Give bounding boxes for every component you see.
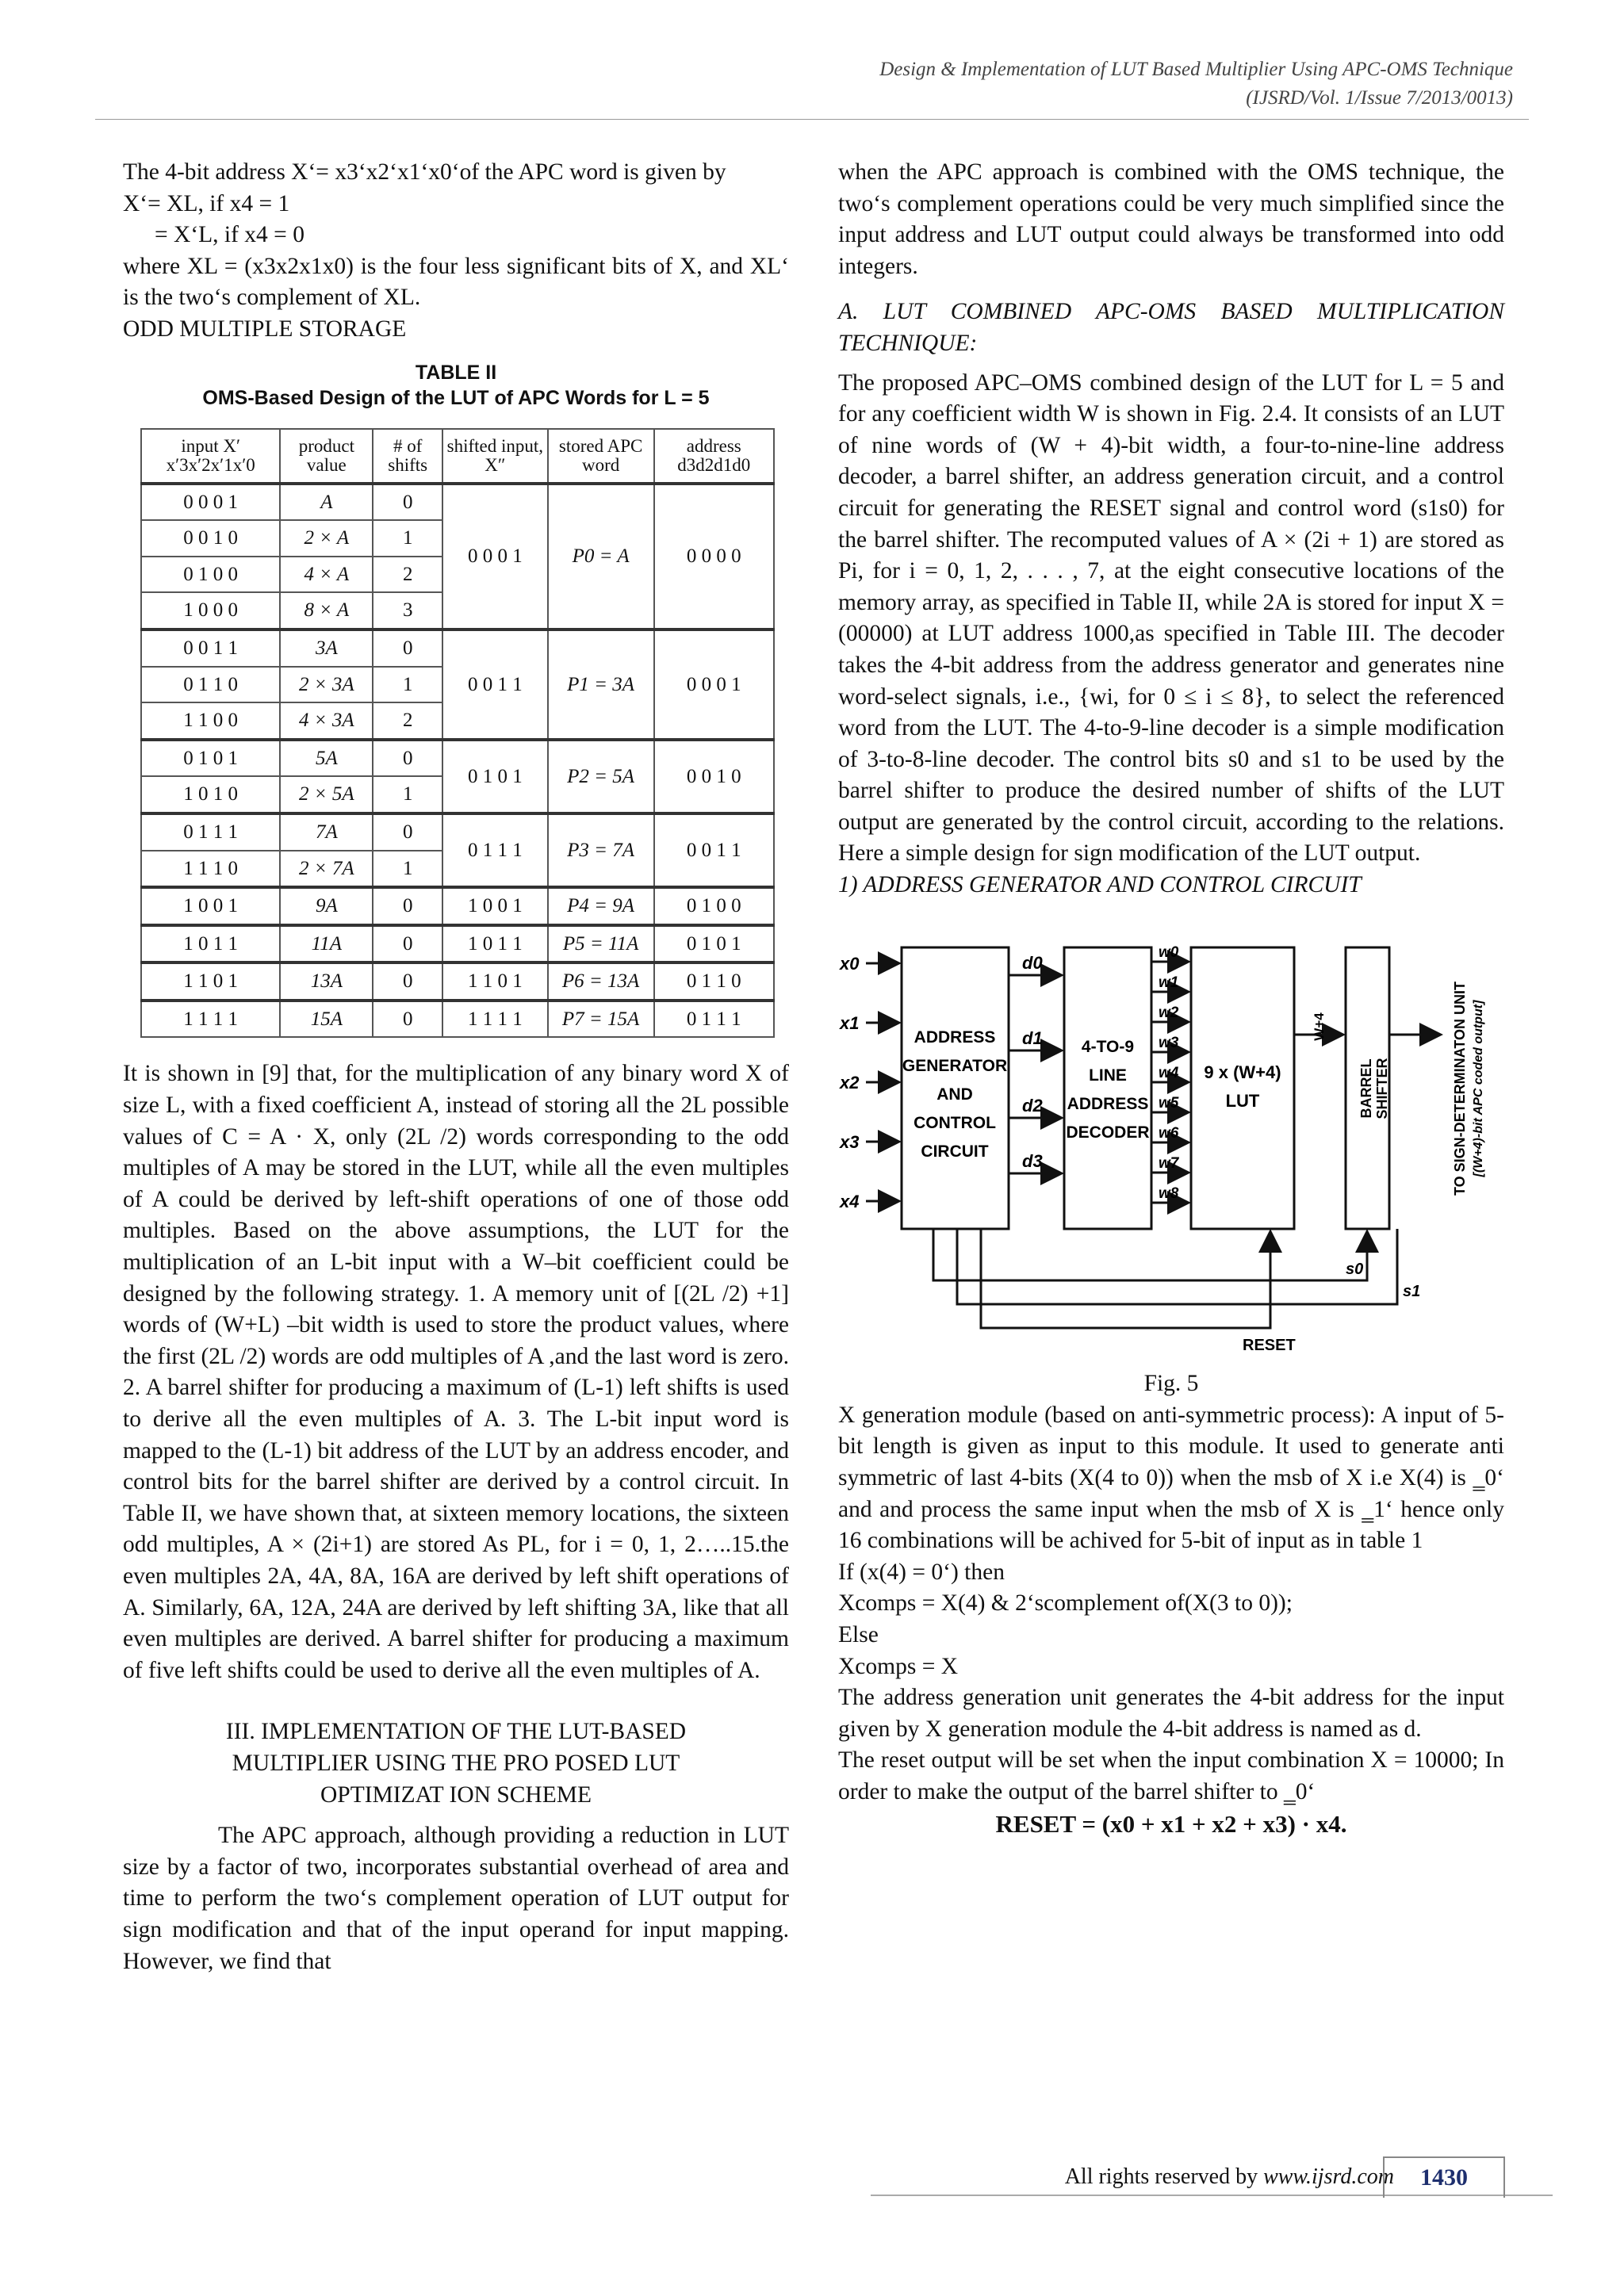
table-row bbox=[141, 813, 774, 851]
code-line-1: If (x(4) = 0‘) then bbox=[838, 1559, 1005, 1585]
th-input: input X′ x′3x′2x′1x′0 bbox=[141, 429, 280, 484]
cell-input: 0 1 1 1 bbox=[141, 813, 280, 851]
left-heading-oms: ODD MULTIPLE STORAGE bbox=[123, 316, 407, 342]
left-para-7: The APC approach, although providing a reduction in LUT size by a factor of two, incorporates substantial overhead of area and time to perform the two‘s complement operation of LUT output for sign modification and that of the input operand for input mapping. However, we find that bbox=[123, 1823, 789, 1974]
word-label: w5 bbox=[1159, 1094, 1179, 1112]
addr-gen-label bbox=[902, 1028, 1007, 1161]
input-label: x1 bbox=[840, 1012, 860, 1033]
cell-shifted: 0 0 0 1 bbox=[442, 484, 548, 629]
block-label-line: 9 x (W+4) bbox=[1204, 1062, 1281, 1082]
subsection-title: A. LUT COMBINED APC-OMS BASED MULTIPLICATION TECHNIQUE: bbox=[838, 299, 1504, 356]
cell-word: P4 = 9A bbox=[548, 887, 654, 925]
cell-word: P2 = 5A bbox=[548, 740, 654, 813]
th-address: address d3d2d1d0 bbox=[654, 429, 774, 484]
reset-line bbox=[981, 1229, 1270, 1328]
cell-input: 1 1 0 0 bbox=[141, 702, 280, 740]
cell-product: 8 × A bbox=[280, 592, 373, 629]
block-label-line: GENERATOR bbox=[902, 1056, 1008, 1075]
cell-product: 4 × A bbox=[280, 557, 373, 593]
cell-input: 1 0 0 1 bbox=[141, 887, 280, 925]
cell-shifts: 1 bbox=[373, 851, 442, 888]
table-row bbox=[141, 740, 774, 777]
cell-product: 2 × A bbox=[280, 520, 373, 557]
cell-product: 5A bbox=[280, 740, 373, 777]
input-label: x4 bbox=[840, 1191, 860, 1211]
left-para-4: where XL = (x3x2x1x0) is the four less significant bits of X, and XL‘ is the two‘s complement of XL. bbox=[123, 253, 789, 311]
cell-shifted: 1 0 1 1 bbox=[442, 925, 548, 963]
input-label: x3 bbox=[840, 1131, 860, 1152]
cell-shifts: 0 bbox=[373, 962, 442, 1001]
table-row bbox=[141, 887, 774, 925]
cell-input: 0 0 1 0 bbox=[141, 520, 280, 557]
reset-label: RESET bbox=[1243, 1336, 1296, 1354]
address-label: d1 bbox=[1022, 1027, 1043, 1048]
code-line-4: Xcomps = X bbox=[838, 1653, 959, 1679]
table-body bbox=[141, 484, 774, 1038]
cell-product: 9A bbox=[280, 887, 373, 925]
cell-product: 15A bbox=[280, 1001, 373, 1038]
cell-address: 0 1 1 0 bbox=[654, 962, 774, 1001]
cell-shifts: 0 bbox=[373, 484, 442, 521]
code-line-3: Else bbox=[838, 1622, 879, 1647]
address-lines bbox=[1009, 953, 1062, 1173]
cell-shifts: 0 bbox=[373, 629, 442, 667]
reset-equation: RESET = (x0 + x1 + x2 + x3) · x4. bbox=[995, 1809, 1347, 1838]
lut-label bbox=[1204, 1062, 1281, 1111]
cell-product: 13A bbox=[280, 962, 373, 1001]
cell-product: 3A bbox=[280, 629, 373, 667]
block-label-line: LINE bbox=[1089, 1066, 1127, 1085]
cell-shifted: 1 0 0 1 bbox=[442, 887, 548, 925]
cell-input: 1 0 1 1 bbox=[141, 925, 280, 963]
block-label-line: CIRCUIT bbox=[921, 1142, 989, 1161]
decoder-label bbox=[1066, 1038, 1149, 1142]
block-label-line: ADDRESS bbox=[1067, 1094, 1149, 1113]
cell-address: 0 1 1 1 bbox=[654, 1001, 774, 1038]
word-label: w6 bbox=[1159, 1124, 1179, 1142]
code-line-2: Xcomps = X(4) & 2‘scomplement of(X(3 to 0)); bbox=[838, 1590, 1293, 1617]
cell-input: 0 1 0 1 bbox=[141, 740, 280, 777]
cell-input: 0 0 0 1 bbox=[141, 484, 280, 521]
cell-address: 0 0 0 0 bbox=[654, 484, 774, 629]
page-number: 1430 bbox=[1383, 2156, 1505, 2198]
cell-shifted: 1 1 0 1 bbox=[442, 962, 548, 1001]
th-product: product value bbox=[280, 429, 373, 484]
block-label-line: 4-TO-9 bbox=[1081, 1037, 1135, 1056]
th-shifts: # of shifts bbox=[373, 429, 442, 484]
th-shifted: shifted input, X″ bbox=[442, 429, 548, 484]
input-lines bbox=[839, 954, 899, 1211]
cell-input: 1 1 0 1 bbox=[141, 962, 280, 1001]
word-label: w3 bbox=[1159, 1034, 1179, 1051]
header-ref: (IJSRD/Vol. 1/Issue 7/2013/0013) bbox=[1246, 87, 1513, 109]
cell-shifts: 2 bbox=[373, 557, 442, 593]
table-row bbox=[141, 1001, 774, 1038]
cell-address: 0 1 0 1 bbox=[654, 925, 774, 963]
cell-word: P1 = 3A bbox=[548, 629, 654, 740]
cell-input: 0 0 1 1 bbox=[141, 629, 280, 667]
word-label: w7 bbox=[1159, 1154, 1179, 1172]
cell-word: P6 = 13A bbox=[548, 962, 654, 1001]
word-label: w1 bbox=[1159, 974, 1179, 991]
input-label: x0 bbox=[840, 953, 860, 974]
input-label: x2 bbox=[840, 1072, 860, 1093]
block-diagram bbox=[838, 916, 1504, 1360]
footer-text bbox=[1065, 2164, 1394, 2190]
right-para-2: The proposed APC–OMS combined design of the LUT for L = 5 and for any coefficient width W is shown in Fig. 2.4. It consists of an LUT of nine words of (W + 4)-bit width, a four-to-nine-line address decoder, a barrel shifter, an address generation circuit, and a control circuit for generating the RESET signal and control word (s1s0) for the barrel shifter. The recomputed values of A × (2i + 1) are stored as Pi, for i = 0, 1, 2, . . . , 7, at the eight consecutive locations of the memory array, as specified in Table II, while 2A is stored for input X = (00000) at LUT address 1000,as specified in Table III. The decoder takes the 4-bit address from the address generator and generates nine word-select signals, i.e., {wi, for 0 ≤ i ≤ 8}, to select the referenced word from the LUT. The 4-to-9-line decoder is a simple modification of 3-to-8-line decoder. The control bits s0 and s1 to be used by the barrel shifter to produce the desired number of shifts of the LUT output are generated by the control circuit, according to the relations. Here a simple design for sign modification of the LUT output. bbox=[838, 369, 1504, 867]
cell-word: P3 = 7A bbox=[548, 813, 654, 887]
cell-product: A bbox=[280, 484, 373, 521]
word-label: w0 bbox=[1159, 943, 1179, 961]
cell-shifted: 0 1 0 1 bbox=[442, 740, 548, 813]
address-label: d3 bbox=[1022, 1150, 1043, 1171]
block-label-line: LUT bbox=[1225, 1090, 1260, 1111]
cell-input: 0 1 0 0 bbox=[141, 557, 280, 593]
cell-input: 1 0 0 0 bbox=[141, 592, 280, 629]
cell-word: P0 = A bbox=[548, 484, 654, 629]
th-stored: stored APC word bbox=[548, 429, 654, 484]
s1-line bbox=[957, 1229, 1397, 1304]
barrel-label: BARREL bbox=[1358, 1058, 1374, 1119]
cell-product: 4 × 3A bbox=[280, 702, 373, 740]
running-header bbox=[879, 55, 1513, 113]
decoder-block bbox=[1064, 947, 1151, 1229]
lut-block bbox=[1191, 947, 1294, 1229]
table-row bbox=[141, 484, 774, 521]
table-row bbox=[141, 962, 774, 1001]
footer bbox=[871, 2156, 1553, 2196]
word-label: w8 bbox=[1159, 1184, 1179, 1202]
cell-input: 1 1 1 0 bbox=[141, 851, 280, 888]
cell-word: P7 = 15A bbox=[548, 1001, 654, 1038]
cell-shifts: 0 bbox=[373, 813, 442, 851]
cell-shifts: 0 bbox=[373, 1001, 442, 1038]
s0-label: s0 bbox=[1346, 1260, 1364, 1278]
footer-copyright: All rights reserved by bbox=[1064, 2164, 1258, 2189]
cell-shifts: 0 bbox=[373, 740, 442, 777]
cell-shifts: 2 bbox=[373, 702, 442, 740]
left-para-2: X‘= XL, if x4 = 1 bbox=[123, 190, 290, 216]
cell-address: 0 1 0 0 bbox=[654, 887, 774, 925]
table-row bbox=[141, 629, 774, 667]
right-column bbox=[838, 157, 1504, 1839]
cell-product: 7A bbox=[280, 813, 373, 851]
table-caption bbox=[123, 360, 789, 411]
cell-shifts: 0 bbox=[373, 887, 442, 925]
cell-shifts: 1 bbox=[373, 520, 442, 557]
right-para-5: The reset output will be set when the input combination X = 10000; In order to make the output of the barrel shifter to ‗0‘ bbox=[838, 1747, 1504, 1804]
cell-product: 11A bbox=[280, 925, 373, 963]
cell-input: 1 0 1 0 bbox=[141, 776, 280, 813]
word-label: w2 bbox=[1159, 1004, 1179, 1021]
address-label: d0 bbox=[1022, 952, 1043, 973]
subsection-2-title: 1) ADDRESS GENERATOR AND CONTROL CIRCUIT bbox=[838, 872, 1362, 898]
cell-shifts: 1 bbox=[373, 776, 442, 813]
table-title: TABLE II bbox=[415, 361, 497, 384]
cell-product: 2 × 3A bbox=[280, 667, 373, 703]
header-rule bbox=[95, 119, 1529, 120]
figure-caption: Fig. 5 bbox=[1143, 1371, 1199, 1397]
address-label: d2 bbox=[1022, 1095, 1043, 1115]
table-header-row bbox=[141, 429, 774, 484]
block-label-line: ADDRESS bbox=[914, 1027, 996, 1047]
left-para-1: The 4-bit address X‘= x3‘x2‘x1‘x0‘of the APC word is given by bbox=[123, 159, 726, 185]
left-para-6: It is shown in [9] that, for the multiplication of any binary word X of size L, with a fixed coefficient A, instead of storing all the 2L possible values of C = A · X, only (2L /2) words corresponding to the odd multiples of A may be stored in the LUT, while all the even multiples of A could be derived by left-shift operations of one of those odd multiples. Based on the above assumptions, the LUT for the multiplication of an L-bit input with a W–bit coefficient could be designed by the following strategy. 1. A memory unit of [(2L /2) +1] words of (W+L) –bit width is used to store the product values, where the first (2L /2) words are odd multiples of A ,and the last word is zero. 2. A barrel shifter for producing a maximum of (L-1) left shifts is used to derive all the even multiples of A. 3. The L-bit input word is mapped to the (L-1) bit address of the LUT by an address encoder, and control bits for the barrel shifter are derived by a control circuit. In Table II, we have shown that, at sixteen memory locations, the sixteen odd multiples, A × (2i+1) are stored As PL, for i = 0, 1, 2…..15.the even multiples 2A, 4A, 8A, 16A are derived by left shift operations of A. Similarly, 6A, 12A, 24A are derived by left shifting 3A, like that all even multiples are derived. A barrel shifter for producing a maximum of five left shifts could be used to derive all the even multiples of A. bbox=[123, 1061, 789, 1683]
section-title: III. IMPLEMENTATION OF THE LUT-BASED MULTIPLIER USING THE PRO POSED LUT OPTIMIZAT ION SCHEME bbox=[225, 1719, 687, 1808]
cell-product: 2 × 7A bbox=[280, 851, 373, 888]
cell-input: 0 1 1 0 bbox=[141, 667, 280, 703]
block-label-line: DECODER bbox=[1066, 1123, 1150, 1142]
block-label-line: CONTROL bbox=[914, 1113, 996, 1132]
cell-input: 1 1 1 1 bbox=[141, 1001, 280, 1038]
table-subtitle: OMS-Based Design of the LUT of APC Words for L = 5 bbox=[202, 386, 710, 409]
output-label-1: TO SIGN-DETERMINATON UNIT bbox=[1452, 981, 1468, 1196]
right-para-3: X generation module (based on anti-symmetric process): A input of 5-bit length is given as input to this module. It used to generate anti symmetric of last 4-bits (X(4 to 0)) when the msb of X i.e X(4) is ‗0‘ and and process the same input when the msb of X is ‗1‘ hence only 16 combinations will be achived for 5-bit of input as in table 1 bbox=[838, 1402, 1504, 1554]
header-title: Design & Implementation of LUT Based Multiplier Using APC-OMS Technique bbox=[879, 59, 1513, 80]
block-label-line: AND bbox=[936, 1085, 973, 1104]
cell-shifted: 1 1 1 1 bbox=[442, 1001, 548, 1038]
cell-address: 0 0 0 1 bbox=[654, 629, 774, 740]
cell-product: 2 × 5A bbox=[280, 776, 373, 813]
word-lines bbox=[1151, 944, 1189, 1203]
word-label: w4 bbox=[1159, 1064, 1179, 1081]
cell-shifted: 0 1 1 1 bbox=[442, 813, 548, 887]
cell-address: 0 0 1 0 bbox=[654, 740, 774, 813]
right-para-1: when the APC approach is combined with the OMS technique, the two‘s complement operations could be very much simplified since the input address and LUT output could always be transformed into odd integers. bbox=[838, 159, 1504, 279]
cell-shifted: 0 0 1 1 bbox=[442, 629, 548, 740]
cell-shifts: 0 bbox=[373, 925, 442, 963]
barrel-label-2: SHIFTER bbox=[1374, 1058, 1390, 1119]
left-column bbox=[123, 157, 789, 1977]
s0-line bbox=[933, 1229, 1367, 1280]
cell-address: 0 0 1 1 bbox=[654, 813, 774, 887]
footer-site[interactable]: www.ijsrd.com bbox=[1263, 2164, 1394, 2189]
output-label-2: [(W+4)-bit APC coded output] bbox=[1472, 1000, 1485, 1177]
table-row bbox=[141, 925, 774, 963]
left-para-3: = X‘L, if x4 = 0 bbox=[155, 222, 304, 248]
cell-word: P5 = 11A bbox=[548, 925, 654, 963]
s1-label: s1 bbox=[1403, 1282, 1421, 1300]
lut-table bbox=[140, 428, 775, 1039]
right-para-4: The address generation unit generates the 4-bit address for the input given by X generation module the 4-bit address is named as d. bbox=[838, 1685, 1504, 1742]
cell-shifts: 1 bbox=[373, 667, 442, 703]
cell-shifts: 3 bbox=[373, 592, 442, 629]
bus-label: W+4 bbox=[1312, 1012, 1327, 1041]
